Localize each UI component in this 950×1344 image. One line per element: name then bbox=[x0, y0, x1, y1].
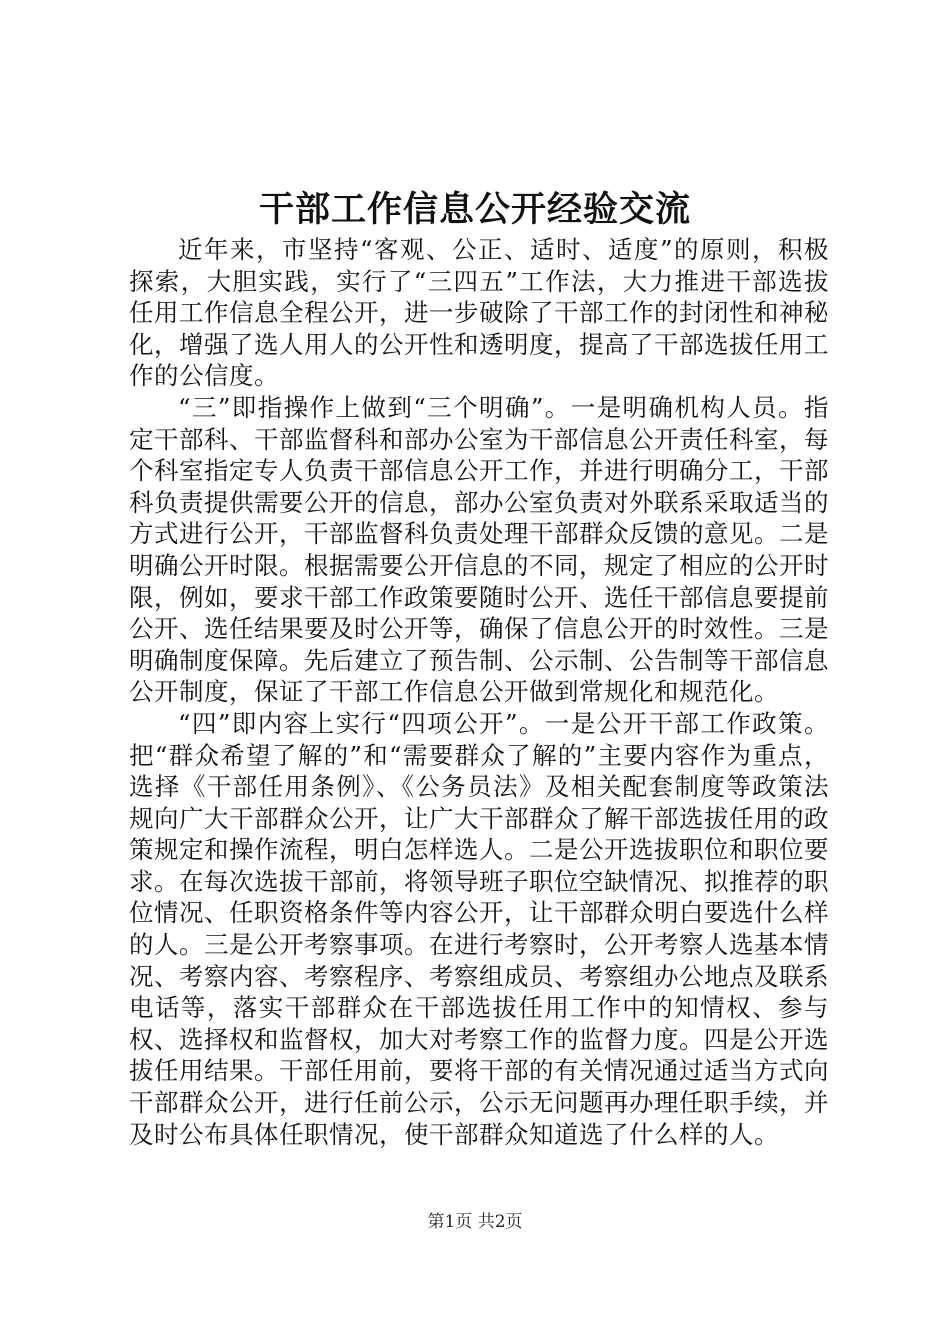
document-body bbox=[129, 234, 829, 1150]
paragraph-three-clarifications: “三”即指操作上做到“三个明确”。一是明确机构人员。指定干部科、干部监督科和部办公室为干部信息公开责任科室，每个科室指定专人负责干部信息公开工作，并进行明确分工，干部科负责提供需要公开的信息，部办公室负责对外联系采取适当的方式进行公开，干部监督科负责处理干部群众反馈的意见。二是明确公开时限。根据需要公开信息的不同，规定了相应的公开时限，例如，要求干部工作政策要随时公开、选任干部信息要提前公开、选任结果要及时公开等，确保了信息公开的时效性。三是明确制度保障。先后建立了预告制、公示制、公告制等干部信息公开制度，保证了干部工作信息公开做到常规化和规范化。 bbox=[129, 392, 829, 707]
document-title: 干部工作信息公开经验交流 bbox=[258, 189, 691, 230]
paragraph-four-disclosures: “四”即内容上实行“四项公开”。一是公开干部工作政策。把“群众希望了解的”和“需要群众了解的”主要内容作为重点，选择《干部任用条例》、《公务员法》及相关配套制度等政策法规向广大干部群众公开，让广大干部群众了解干部选拔任用的政策规定和操作流程，明白怎样选人。二是公开选拔职位和职位要求。在每次选拔干部前，将领导班子职位空缺情况、拟推荐的职位情况、任职资格条件等内容公开，让干部群众明白要选什么样的人。三是公开考察事项。在进行考察时，公开考察人选基本情况、考察内容、考察程序、考察组成员、考察组办公地点及联系电话等，落实干部群众在干部选拔任用工作中的知情权、参与权、选择权和监督权，加大对考察工作的监督力度。四是公开选拔任用结果。干部任用前，要将干部的有关情况通过适当方式向干部群众公开，进行任前公示，公示无问题再办理任职手续，并及时公布具体任职情况，使干部群众知道选了什么样的人。 bbox=[129, 708, 829, 1149]
paragraph-intro: 近年来，市坚持“客观、公正、适时、适度”的原则，积极探索，大胆实践，实行了“三四五”工作法，大力推进干部选拔任用工作信息全程公开，进一步破除了干部工作的封闭性和神秘化，增强了选人用人的公开性和透明度，提高了干部选拔任用工作的公信度。 bbox=[129, 235, 829, 391]
page-number-footer: 第1页 共2页 bbox=[427, 1212, 523, 1232]
